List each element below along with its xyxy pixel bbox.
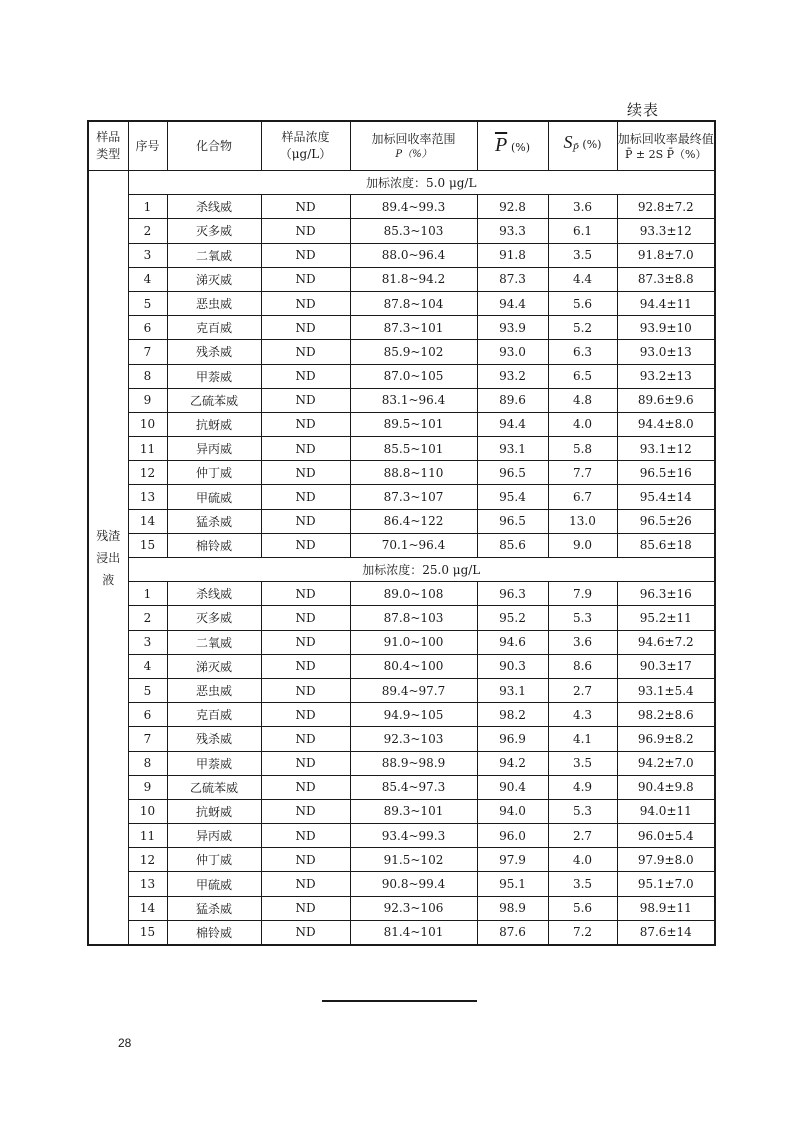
header-mean-recovery — [477, 121, 548, 171]
recovery-range-cell: 89.5~101 — [350, 412, 477, 436]
final-recovery-cell: 90.3±17 — [617, 654, 715, 678]
recovery-range-cell: 83.1~96.4 — [350, 388, 477, 412]
table-row — [88, 412, 715, 436]
final-recovery-cell: 93.1±5.4 — [617, 678, 715, 702]
seq-cell: 1 — [128, 582, 167, 606]
final-recovery-cell: 89.6±9.6 — [617, 388, 715, 412]
concentration-cell: ND — [261, 267, 350, 291]
mean-recovery-cell: 93.9 — [477, 316, 548, 340]
table-row — [88, 195, 715, 219]
table-row — [88, 533, 715, 557]
recovery-range-cell: 87.3~107 — [350, 485, 477, 509]
compound-cell: 克百威 — [167, 316, 261, 340]
mean-recovery-cell: 85.6 — [477, 533, 548, 557]
mean-recovery-cell: 97.9 — [477, 848, 548, 872]
mean-recovery-cell: 95.2 — [477, 606, 548, 630]
final-recovery-cell: 96.5±26 — [617, 509, 715, 533]
final-recovery-cell: 94.6±7.2 — [617, 630, 715, 654]
compound-cell: 乙硫苯威 — [167, 775, 261, 799]
table-row — [88, 848, 715, 872]
std-dev-cell: 3.5 — [548, 872, 617, 896]
seq-cell: 15 — [128, 533, 167, 557]
compound-cell: 异丙威 — [167, 824, 261, 848]
recovery-range-cell: 81.8~94.2 — [350, 267, 477, 291]
header-pbar-unit: (%) — [511, 140, 531, 154]
recovery-range-cell: 87.8~104 — [350, 291, 477, 315]
table-row — [88, 751, 715, 775]
std-dev-cell: 5.6 — [548, 291, 617, 315]
header-row — [88, 121, 715, 171]
mean-recovery-cell: 93.2 — [477, 364, 548, 388]
table-row — [88, 920, 715, 945]
header-sample-type-line1: 样品 — [96, 130, 121, 144]
concentration-cell: ND — [261, 920, 350, 945]
final-recovery-cell: 91.8±7.0 — [617, 243, 715, 267]
std-dev-cell: 4.4 — [548, 267, 617, 291]
recovery-range-cell: 87.0~105 — [350, 364, 477, 388]
seq-cell: 3 — [128, 243, 167, 267]
compound-cell: 杀线威 — [167, 582, 261, 606]
table-row — [88, 316, 715, 340]
header-recovery-range-line2: P（%） — [395, 149, 432, 160]
table-row — [88, 630, 715, 654]
std-dev-cell: 8.6 — [548, 654, 617, 678]
compound-cell: 仲丁威 — [167, 848, 261, 872]
header-seq: 序号 — [128, 121, 167, 171]
final-recovery-cell: 93.1±12 — [617, 437, 715, 461]
final-recovery-cell: 90.4±9.8 — [617, 775, 715, 799]
sample-type-cell — [88, 171, 128, 946]
std-dev-cell: 3.5 — [548, 751, 617, 775]
mean-recovery-cell: 91.8 — [477, 243, 548, 267]
concentration-cell: ND — [261, 896, 350, 920]
header-pbar-symbol: $\overline{P}$ — [494, 133, 508, 156]
recovery-range-cell: 87.8~103 — [350, 606, 477, 630]
final-recovery-cell: 85.6±18 — [617, 533, 715, 557]
header-final-recovery — [617, 121, 715, 171]
concentration-cell: ND — [261, 678, 350, 702]
std-dev-cell: 6.7 — [548, 485, 617, 509]
continued-label: 续表 — [627, 101, 660, 119]
final-recovery-cell: 93.9±10 — [617, 316, 715, 340]
std-dev-cell: 7.2 — [548, 920, 617, 945]
header-sample-type-line2: 类型 — [96, 147, 121, 161]
table-row — [88, 340, 715, 364]
recovery-range-cell: 85.9~102 — [350, 340, 477, 364]
compound-cell: 抗蚜威 — [167, 799, 261, 823]
mean-recovery-cell: 94.0 — [477, 799, 548, 823]
concentration-cell: ND — [261, 775, 350, 799]
concentration-cell: ND — [261, 291, 350, 315]
concentration-cell: ND — [261, 388, 350, 412]
recovery-range-cell: 86.4~122 — [350, 509, 477, 533]
table-row — [88, 485, 715, 509]
std-dev-cell: 7.7 — [548, 461, 617, 485]
final-recovery-cell: 97.9±8.0 — [617, 848, 715, 872]
concentration-cell: ND — [261, 630, 350, 654]
mean-recovery-cell: 92.8 — [477, 195, 548, 219]
final-recovery-cell: 95.1±7.0 — [617, 872, 715, 896]
compound-cell: 灭多威 — [167, 219, 261, 243]
seq-cell: 3 — [128, 630, 167, 654]
std-dev-cell: 6.1 — [548, 219, 617, 243]
compound-cell: 二氧威 — [167, 630, 261, 654]
seq-cell: 4 — [128, 267, 167, 291]
concentration-cell: ND — [261, 824, 350, 848]
table-row — [88, 896, 715, 920]
mean-recovery-cell: 94.4 — [477, 291, 548, 315]
recovery-range-cell: 85.5~101 — [350, 437, 477, 461]
header-concentration-line1: 样品浓度 — [281, 130, 330, 144]
std-dev-cell: 5.2 — [548, 316, 617, 340]
recovery-range-cell: 92.3~106 — [350, 896, 477, 920]
concentration-cell: ND — [261, 316, 350, 340]
concentration-cell: ND — [261, 509, 350, 533]
recovery-range-cell: 87.3~101 — [350, 316, 477, 340]
recovery-range-cell: 89.4~99.3 — [350, 195, 477, 219]
std-dev-cell: 13.0 — [548, 509, 617, 533]
seq-cell: 9 — [128, 775, 167, 799]
seq-cell: 6 — [128, 316, 167, 340]
mean-recovery-cell: 93.0 — [477, 340, 548, 364]
table-row — [88, 727, 715, 751]
seq-cell: 5 — [128, 678, 167, 702]
std-dev-cell: 4.9 — [548, 775, 617, 799]
std-dev-cell: 6.5 — [548, 364, 617, 388]
compound-cell: 恶虫威 — [167, 678, 261, 702]
compound-cell: 抗蚜威 — [167, 412, 261, 436]
final-recovery-cell: 94.0±11 — [617, 799, 715, 823]
concentration-cell: ND — [261, 437, 350, 461]
recovery-range-cell: 85.4~97.3 — [350, 775, 477, 799]
compound-cell: 杀线威 — [167, 195, 261, 219]
std-dev-cell: 4.8 — [548, 388, 617, 412]
final-recovery-cell: 95.4±14 — [617, 485, 715, 509]
header-recovery-range — [350, 121, 477, 171]
concentration-cell: ND — [261, 533, 350, 557]
sample-type-line: 液 — [102, 572, 115, 587]
std-dev-cell: 4.3 — [548, 703, 617, 727]
compound-cell: 猛杀威 — [167, 896, 261, 920]
mean-recovery-cell: 93.1 — [477, 437, 548, 461]
mean-recovery-cell: 96.5 — [477, 509, 548, 533]
header-std-dev — [548, 121, 617, 171]
compound-cell: 甲硫威 — [167, 485, 261, 509]
recovery-range-cell: 89.0~108 — [350, 582, 477, 606]
sample-type-line: 浸出 — [96, 550, 121, 565]
compound-cell: 异丙威 — [167, 437, 261, 461]
std-dev-cell: 2.7 — [548, 824, 617, 848]
final-recovery-cell: 96.0±5.4 — [617, 824, 715, 848]
recovery-range-cell: 70.1~96.4 — [350, 533, 477, 557]
concentration-cell: ND — [261, 606, 350, 630]
final-recovery-cell: 87.3±8.8 — [617, 267, 715, 291]
std-dev-cell: 9.0 — [548, 533, 617, 557]
sample-type-line: 残渣 — [96, 528, 121, 543]
std-dev-cell: 5.3 — [548, 606, 617, 630]
recovery-range-cell: 92.3~103 — [350, 727, 477, 751]
compound-cell: 涕灭威 — [167, 654, 261, 678]
section-header-row — [88, 171, 715, 195]
seq-cell: 13 — [128, 872, 167, 896]
table-row — [88, 364, 715, 388]
table-row — [88, 388, 715, 412]
concentration-cell: ND — [261, 340, 350, 364]
section-label: 加标浓度：5.0 μg/L — [128, 171, 715, 195]
header-sp-unit: (%) — [582, 137, 602, 151]
mean-recovery-cell: 96.9 — [477, 727, 548, 751]
compound-cell: 残杀威 — [167, 340, 261, 364]
std-dev-cell: 4.0 — [548, 848, 617, 872]
final-recovery-cell: 94.4±8.0 — [617, 412, 715, 436]
std-dev-cell: 7.9 — [548, 582, 617, 606]
section-header-row — [88, 558, 715, 582]
compound-cell: 仲丁威 — [167, 461, 261, 485]
mean-recovery-cell: 87.6 — [477, 920, 548, 945]
header-concentration — [261, 121, 350, 171]
std-dev-cell: 4.1 — [548, 727, 617, 751]
mean-recovery-cell: 95.1 — [477, 872, 548, 896]
recovery-range-cell: 88.8~110 — [350, 461, 477, 485]
recovery-range-cell: 94.9~105 — [350, 703, 477, 727]
table-row — [88, 509, 715, 533]
compound-cell: 恶虫威 — [167, 291, 261, 315]
final-recovery-cell: 93.3±12 — [617, 219, 715, 243]
page-number: 28 — [118, 1036, 132, 1050]
table-row — [88, 606, 715, 630]
final-recovery-cell: 98.2±8.6 — [617, 703, 715, 727]
compound-cell: 甲硫威 — [167, 872, 261, 896]
compound-cell: 涕灭威 — [167, 267, 261, 291]
section-label: 加标浓度：25.0 μg/L — [128, 558, 715, 582]
seq-cell: 5 — [128, 291, 167, 315]
concentration-cell: ND — [261, 703, 350, 727]
compound-cell: 甲萘威 — [167, 364, 261, 388]
final-recovery-cell: 93.2±13 — [617, 364, 715, 388]
std-dev-cell: 3.6 — [548, 195, 617, 219]
seq-cell: 14 — [128, 509, 167, 533]
concentration-cell: ND — [261, 751, 350, 775]
recovery-range-cell: 88.0~96.4 — [350, 243, 477, 267]
std-dev-cell: 5.8 — [548, 437, 617, 461]
table-row — [88, 461, 715, 485]
compound-cell: 棉铃威 — [167, 533, 261, 557]
compound-cell: 灭多威 — [167, 606, 261, 630]
table-row — [88, 775, 715, 799]
table-row — [88, 654, 715, 678]
seq-cell: 7 — [128, 727, 167, 751]
seq-cell: 10 — [128, 412, 167, 436]
concentration-cell: ND — [261, 412, 350, 436]
concentration-cell: ND — [261, 582, 350, 606]
final-recovery-cell: 96.3±16 — [617, 582, 715, 606]
std-dev-cell: 6.3 — [548, 340, 617, 364]
seq-cell: 7 — [128, 340, 167, 364]
final-recovery-cell: 94.2±7.0 — [617, 751, 715, 775]
concentration-cell: ND — [261, 219, 350, 243]
header-sp-subscript: P̄ — [572, 144, 579, 155]
mean-recovery-cell: 94.4 — [477, 412, 548, 436]
mean-recovery-cell: 93.3 — [477, 219, 548, 243]
concentration-cell: ND — [261, 799, 350, 823]
concentration-cell: ND — [261, 364, 350, 388]
compound-cell: 棉铃威 — [167, 920, 261, 945]
mean-recovery-cell: 96.5 — [477, 461, 548, 485]
final-recovery-cell: 95.2±11 — [617, 606, 715, 630]
mean-recovery-cell: 94.2 — [477, 751, 548, 775]
std-dev-cell: 4.0 — [548, 412, 617, 436]
seq-cell: 11 — [128, 824, 167, 848]
concentration-cell: ND — [261, 485, 350, 509]
mean-recovery-cell: 95.4 — [477, 485, 548, 509]
concentration-cell: ND — [261, 848, 350, 872]
header-sp-symbol: S — [563, 131, 573, 152]
header-compound: 化合物 — [167, 121, 261, 171]
concentration-cell: ND — [261, 461, 350, 485]
seq-cell: 13 — [128, 485, 167, 509]
final-recovery-cell: 96.9±8.2 — [617, 727, 715, 751]
seq-cell: 4 — [128, 654, 167, 678]
seq-cell: 9 — [128, 388, 167, 412]
std-dev-cell: 5.3 — [548, 799, 617, 823]
compound-cell: 甲萘威 — [167, 751, 261, 775]
mean-recovery-cell: 90.3 — [477, 654, 548, 678]
std-dev-cell: 3.5 — [548, 243, 617, 267]
table-row — [88, 872, 715, 896]
recovery-table — [87, 120, 716, 946]
table-row — [88, 824, 715, 848]
std-dev-cell: 5.6 — [548, 896, 617, 920]
table-row — [88, 243, 715, 267]
table-row — [88, 703, 715, 727]
recovery-range-cell: 81.4~101 — [350, 920, 477, 945]
recovery-range-cell: 89.3~101 — [350, 799, 477, 823]
recovery-range-cell: 93.4~99.3 — [350, 824, 477, 848]
compound-cell: 二氧威 — [167, 243, 261, 267]
std-dev-cell: 3.6 — [548, 630, 617, 654]
final-recovery-cell: 96.5±16 — [617, 461, 715, 485]
recovery-range-cell: 80.4~100 — [350, 654, 477, 678]
table-row — [88, 799, 715, 823]
mean-recovery-cell: 94.6 — [477, 630, 548, 654]
mean-recovery-cell: 96.3 — [477, 582, 548, 606]
seq-cell: 14 — [128, 896, 167, 920]
recovery-range-cell: 91.0~100 — [350, 630, 477, 654]
table-row — [88, 267, 715, 291]
final-recovery-cell: 92.8±7.2 — [617, 195, 715, 219]
final-recovery-cell: 94.4±11 — [617, 291, 715, 315]
mean-recovery-cell: 96.0 — [477, 824, 548, 848]
concentration-cell: ND — [261, 872, 350, 896]
seq-cell: 1 — [128, 195, 167, 219]
recovery-range-cell: 89.4~97.7 — [350, 678, 477, 702]
header-recovery-range-line1: 加标回收率范围 — [371, 132, 456, 146]
recovery-range-cell: 85.3~103 — [350, 219, 477, 243]
final-recovery-cell: 93.0±13 — [617, 340, 715, 364]
header-sample-type — [88, 121, 128, 171]
table-row — [88, 219, 715, 243]
mean-recovery-cell: 90.4 — [477, 775, 548, 799]
mean-recovery-cell: 87.3 — [477, 267, 548, 291]
seq-cell: 12 — [128, 848, 167, 872]
recovery-range-cell: 90.8~99.4 — [350, 872, 477, 896]
seq-cell: 8 — [128, 751, 167, 775]
concentration-cell: ND — [261, 243, 350, 267]
seq-cell: 12 — [128, 461, 167, 485]
concentration-cell: ND — [261, 654, 350, 678]
recovery-range-cell: 91.5~102 — [350, 848, 477, 872]
footer-rule — [322, 1000, 477, 1002]
table-row — [88, 291, 715, 315]
table-row — [88, 437, 715, 461]
table-row — [88, 678, 715, 702]
seq-cell: 8 — [128, 364, 167, 388]
mean-recovery-cell: 89.6 — [477, 388, 548, 412]
header-concentration-line2: （μg/L） — [279, 147, 332, 161]
compound-cell: 残杀威 — [167, 727, 261, 751]
seq-cell: 6 — [128, 703, 167, 727]
final-recovery-cell: 87.6±14 — [617, 920, 715, 945]
compound-cell: 克百威 — [167, 703, 261, 727]
seq-cell: 15 — [128, 920, 167, 945]
header-final-recovery-line2: P̄ ± 2S P̄（%） — [625, 147, 707, 161]
seq-cell: 2 — [128, 219, 167, 243]
compound-cell: 乙硫苯威 — [167, 388, 261, 412]
final-recovery-cell: 98.9±11 — [617, 896, 715, 920]
mean-recovery-cell: 98.9 — [477, 896, 548, 920]
header-final-recovery-line1: 加标回收率最终值 — [617, 131, 714, 146]
seq-cell: 2 — [128, 606, 167, 630]
mean-recovery-cell: 98.2 — [477, 703, 548, 727]
mean-recovery-cell: 93.1 — [477, 678, 548, 702]
std-dev-cell: 2.7 — [548, 678, 617, 702]
concentration-cell: ND — [261, 727, 350, 751]
concentration-cell: ND — [261, 195, 350, 219]
compound-cell: 猛杀威 — [167, 509, 261, 533]
recovery-range-cell: 88.9~98.9 — [350, 751, 477, 775]
table-row — [88, 582, 715, 606]
seq-cell: 10 — [128, 799, 167, 823]
seq-cell: 11 — [128, 437, 167, 461]
